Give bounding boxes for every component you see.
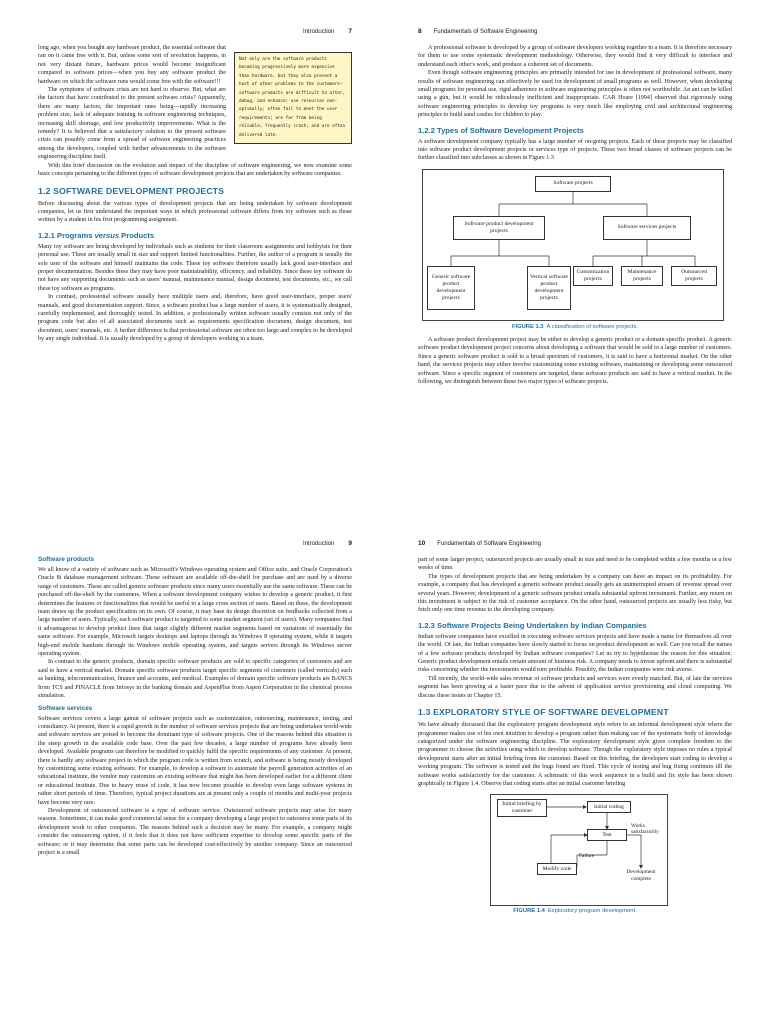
- paragraph: In contrast, professional software usually have multiple users and, therefore, have good user-interface, proper users' manuals, and good documentation support. Since, a software product has a large number of users, it is systematically designed, carefully implemented, and thoroughly tested. In addition, a professionally written software usually consists not only of the program code but also of all associated documents such as requirements specification document, design document, test document, users' manuals, etc. A further difference is that professional software are often too large and complex to be developed by any single individual. It is usually developed by a group of developers working in a team.: [38, 294, 352, 343]
- subsection-heading: 1.2.2 Types of Software Development Projects: [418, 125, 584, 135]
- paragraph: Software services covers a large gamut of software projects such as customization, outsourcing, maintenance, testing, and consultancy. At present, there is a rapid growth in the number of software services projects that are being undertaken world-wide and software services are poised to become the dominant type of software projects. One of the reasons behind this situation is the steep growth in the available code base. Over the past few decades, a large number of programs have already been developed. Available programs can therefore be modified to quickly fulfil the specific requirements of any customer. At present, there is hardly any software project in which the program code is written from scratch, and software is being mostly developed by customizing some existing software. For example, to develop a software to automate the payroll generation activities of an educational institute, the vendor may customize an existing software that might has been developed earlier for a different client or educational institute. Due to heavy reuse of code, it has now become possible to develop even large software systems in rather short periods of time. Therefore, typical project durations are at present only a couple of months and multi-year projects have become very rare.: [38, 715, 352, 806]
- paragraph: Even though software engineering principles are primarily intended for use in development of professional software, many results of software engineering can effectively be used for development of small programs as well. However, when developing small programs for personal use, rigid adherence to software engineering principles is often not worthwhile. An ant can be killed using a gun, but it would be ridiculously inefficient and inappropriate. CAR Hoare [1994] observed that rigorously using software engineering principles to develop toy programs is very much like employing civil and architectural engineering principles to build sand castles for children to play.: [418, 70, 732, 119]
- box-modify-code: Modify code: [537, 863, 577, 875]
- label-failure: Failure: [579, 853, 595, 860]
- running-title: Introduction: [303, 29, 335, 35]
- paragraph: We all know of a variety of software such as Microsoft's Windows operating system and Office suite, and Oracle Corporation's Oracle 8i database management software. These software are available off-the-shelf for purchase and are used by a diverse range of customers. These are called generic software products since many users essentially use the same software. These can be purchased off-the-shelf by the customers. When a software development company wishes to develop a generic product, it first determines the features or functionalities that would be useful to a large cross section of users. Based on these, the development team draws up the product specification on its own. Of course, it may base its design discretion on feedbacks collected from a large number of users. Typically, each software product is targetted to some market segment (set of users). Many companies find it advantageous to develop product lines that target slightly different market segments based on variations of essentially the same software. For example, Microsoft targets desktops and laptops through its Windows 8 operating system, while it targets high-end mobile handsets through its Windows mobile operating system, and targets servers through its Windows server operating system.: [38, 567, 352, 658]
- box-services-projects: Software services projects: [603, 216, 691, 240]
- page-header: [418, 28, 732, 40]
- paragraph: Indian software companies have excelled in executing software services projects and have made a name for themselves all over the world. Of late, the Indian companies have slowly started to focus on product development as well. Can you recall the names of a few software products developed by Indian software companies? Let us try to hypothesise the reason for this situation. Generic product development entails certain amount of business risk. A company needs to invest upfront and there is substantial risks concerning whether the investments would turn profitable. Possibly, the Indian companies were risk averse.: [418, 633, 732, 674]
- paragraph: The types of development projects that are being undertaken by a company can have an impact on its profitability. For example, a company that has developed a generic software product usually gets an uninterrupted stream of revenue spread over several years. However, development of a generic software product entails substantial upfront investment. Further, any return on this investment is subject to the risk of customer acceptance. On the other hand, outsourced projects are usually less risky, but fetch only one time revenue to the developing company.: [418, 573, 732, 614]
- figure-1-3-diagram: [422, 169, 724, 321]
- box-customization: Customization projects: [573, 266, 613, 286]
- page-8: [418, 28, 732, 498]
- paragraph: Before discussing about the various types of development projects that are being undertaken by software development companies, let us first understand the important ways in which professional software differs from toy software such as those written by a student in his first programming assignment.: [38, 200, 352, 224]
- paragraph: A software development company typically has a large number of on-going projects. Each of these projects may be classified into software product development projects or services type of projects. These two broad classes of software projects can be further classified into subclasses as shown in Figure 1.3: [418, 138, 732, 162]
- running-title: Fundamentals of Software Engineering: [437, 541, 541, 547]
- box-generic-product: Generic software product development projects: [427, 266, 475, 310]
- subsection-heading: 1.2.3 Software Projects Being Undertaken by Indian Companies: [418, 620, 647, 630]
- running-title: Introduction: [303, 541, 335, 547]
- label-development-complete: Development complete: [626, 869, 656, 883]
- box-outsourced: Outsourced projects: [671, 266, 717, 286]
- paragraph: The symptoms of software crisis are not hard to observe. But, what are the factors that have contributed to the present software crisis? Apparently, there are many factors, the important ones being—rapidly increasing problem size, lack of adequate training in software engineering techniques, increasing skill shortage, and low productivity improvements. What is the remedy? It is believed that a satisfactory solution to the present software crisis can possibly come from a spread of software engineering practices among the developers, coupled with further advancements to the software engineering discipline itself.: [38, 87, 226, 161]
- paragraph: We have already discussed that the exploratory program development style refers to an informal development style where the programmer makes use of his own intuition to develop a program rather than making use of the systematic body of knowledge categorized under the software engineering discipline. The exploratory development style gives complete freedom to the programmer to choose the activities using which to develop software. Though the exploratory style imposes no rules a typical development starts after an initial briefing from the customer. Based on this briefing, the developers start coding to develop a working program. The software is tested and the bugs found are fixed. This cycle of testing and bug fixing continues till the software works satisfactorily for the customer. A schematic of this work sequence in a build and fix style has been shown graphically in Figure 1.4. Observe that coding starts after an initial customer briefing: [418, 722, 732, 787]
- box-product-projects: Software product development projects: [453, 216, 545, 240]
- running-title: Fundamentals of Software Engineering: [433, 29, 538, 35]
- page-number: 7: [348, 28, 352, 35]
- paragraph: long ago, when you bought any hardware product, the essential software that ran on it came free with it. But, unless some sort of revolution happens, in not very distant future, hardware prices would become insignificant compared to software prices—when you buy any software product the hardware on which the software runs would come free with the software!!!: [38, 45, 226, 85]
- subsection-heading: 1.2.1 Programs versus Products: [38, 230, 155, 240]
- page-header: [38, 540, 352, 552]
- paragraph: part of some larger project, outsourced projects are usually small in size and need to be completed within a few months or a few weeks of time.: [418, 557, 732, 572]
- page-9: [38, 540, 352, 1018]
- box-initial-coding: Initial coding: [587, 801, 631, 813]
- page-header: [38, 28, 352, 40]
- subheading-software-products: Software products: [38, 556, 95, 563]
- page-header: [418, 540, 732, 552]
- box-software-projects: Software projects: [535, 176, 611, 192]
- figure-1-4-diagram: [490, 794, 668, 906]
- subheading-software-services: Software services: [38, 704, 93, 712]
- page-10: [418, 540, 732, 1018]
- paragraph: A professional software is developed by a group of software developers working together in a team. It is therefore necessary for them to use some systematic development methodology. Otherwise, they would find it very difficult to interface and understand each other's work, and produce a coherent set of documents.: [418, 45, 732, 68]
- paragraph: Development of outsourced software is a type of software service. Outsourced software projects may arise for many reasons. Sometimes, it can make good commercial sense for a company developing a large project to outsource some parts of its development work to other companies. The reasons behind such a decision may be many. For example, a company might consider the outsourcing option, if it feels that it does not have sufficient expertise to develop some specific parts of the software; or it may determine that some parts can be developed cost-effectively by another company. Since an outsourced project is a small: [38, 807, 352, 856]
- section-heading: 1.2 SOFTWARE DEVELOPMENT PROJECTS: [38, 185, 225, 196]
- label-works-satisfactorily: Works satisfactorily: [631, 823, 659, 836]
- page-number: 10: [418, 540, 426, 547]
- paragraph: Till recently, the world-wide sales revenue of software products and services were evenly matched. But, of late the services segment has been growing at a faster pace due to the advent of application service provisioning and cloud computing. We discuss these issues in Chapter 15.: [418, 675, 732, 699]
- paragraph: A software product development project may be either to develop a generic product or a domain specific product. A generic software product development project concerns about developing a software that would be sold to a large number of customers. Since a generic software product is sold to a broad spectrum of customers, it is said to have a horizontal market. On the other hand, the services projects may either involve customizing some existing software, maintaining or developing some outsourced software. Since a specific segment of customers are targeted, these software products are said to have a vertical market. In the following, we distinguish between these two major types of software projects.: [418, 336, 732, 385]
- box-maintenance: Maintenance projects: [621, 266, 663, 286]
- figure-caption: FIGURE 1.4 Exploratory program development.: [513, 908, 637, 915]
- page-number: 9: [348, 540, 352, 547]
- box-test: Test: [587, 829, 627, 841]
- figure-caption: FIGURE 1.3 A classification of software projects.: [511, 323, 639, 330]
- box-initial-briefing: Initial briefing by customer: [497, 799, 547, 817]
- paragraph: In contrast to the generic products, domain specific software products are sold to specific categories of customers and are said to have a vertical market. Domain specific software products target specific segments of customers (called verticals) such as banking, telecommunication, finance and accounts, and medical. Examples of domain specific software products are BANCS from TCS and FINACLE from Infosys in the banking domain and AspenPlus from Aspen Corporation in the chemical process simulation.: [38, 659, 352, 700]
- page-7: [38, 28, 352, 498]
- page-number: 8: [418, 28, 422, 35]
- paragraph: With this brief discussion on the evolution and impact of the discipline of software engineering, we now examine some basic concepts pertaining to the different types of software development projects that are undertaken by software companies.: [38, 162, 352, 178]
- margin-note: Not only are the software products becoming progressively more expensive than hardware, but they also present a host of other problems to the customers—software products are difficult to alter, debug, and enhance; use resources non-optimally; often fail to meet the user requirements; are far from being reliable; frequently crash; and are often delivered late.: [234, 52, 352, 144]
- section-heading: 1.3 EXPLORATORY STYLE OF SOFTWARE DEVELOPMENT: [418, 707, 669, 718]
- box-vertical-product: Vertical software product development projects: [527, 266, 571, 310]
- paragraph: Many toy software are being developed by individuals such as students for their classroom assignments and hobbyists for their personal use. These are usually small in size and support limited functionalities. Further, the author of a program is usually the sole user of the software and himself maintains the code. These toy software therefore usually lack good user-interface and proper documentation. Besides these they may have poor maintainability, efficiency, and reliability. Since these toy software do not have any supporting documents such as users' manual, maintenance manual, design document, test documents, etc., we call these toy software as programs.: [38, 243, 352, 292]
